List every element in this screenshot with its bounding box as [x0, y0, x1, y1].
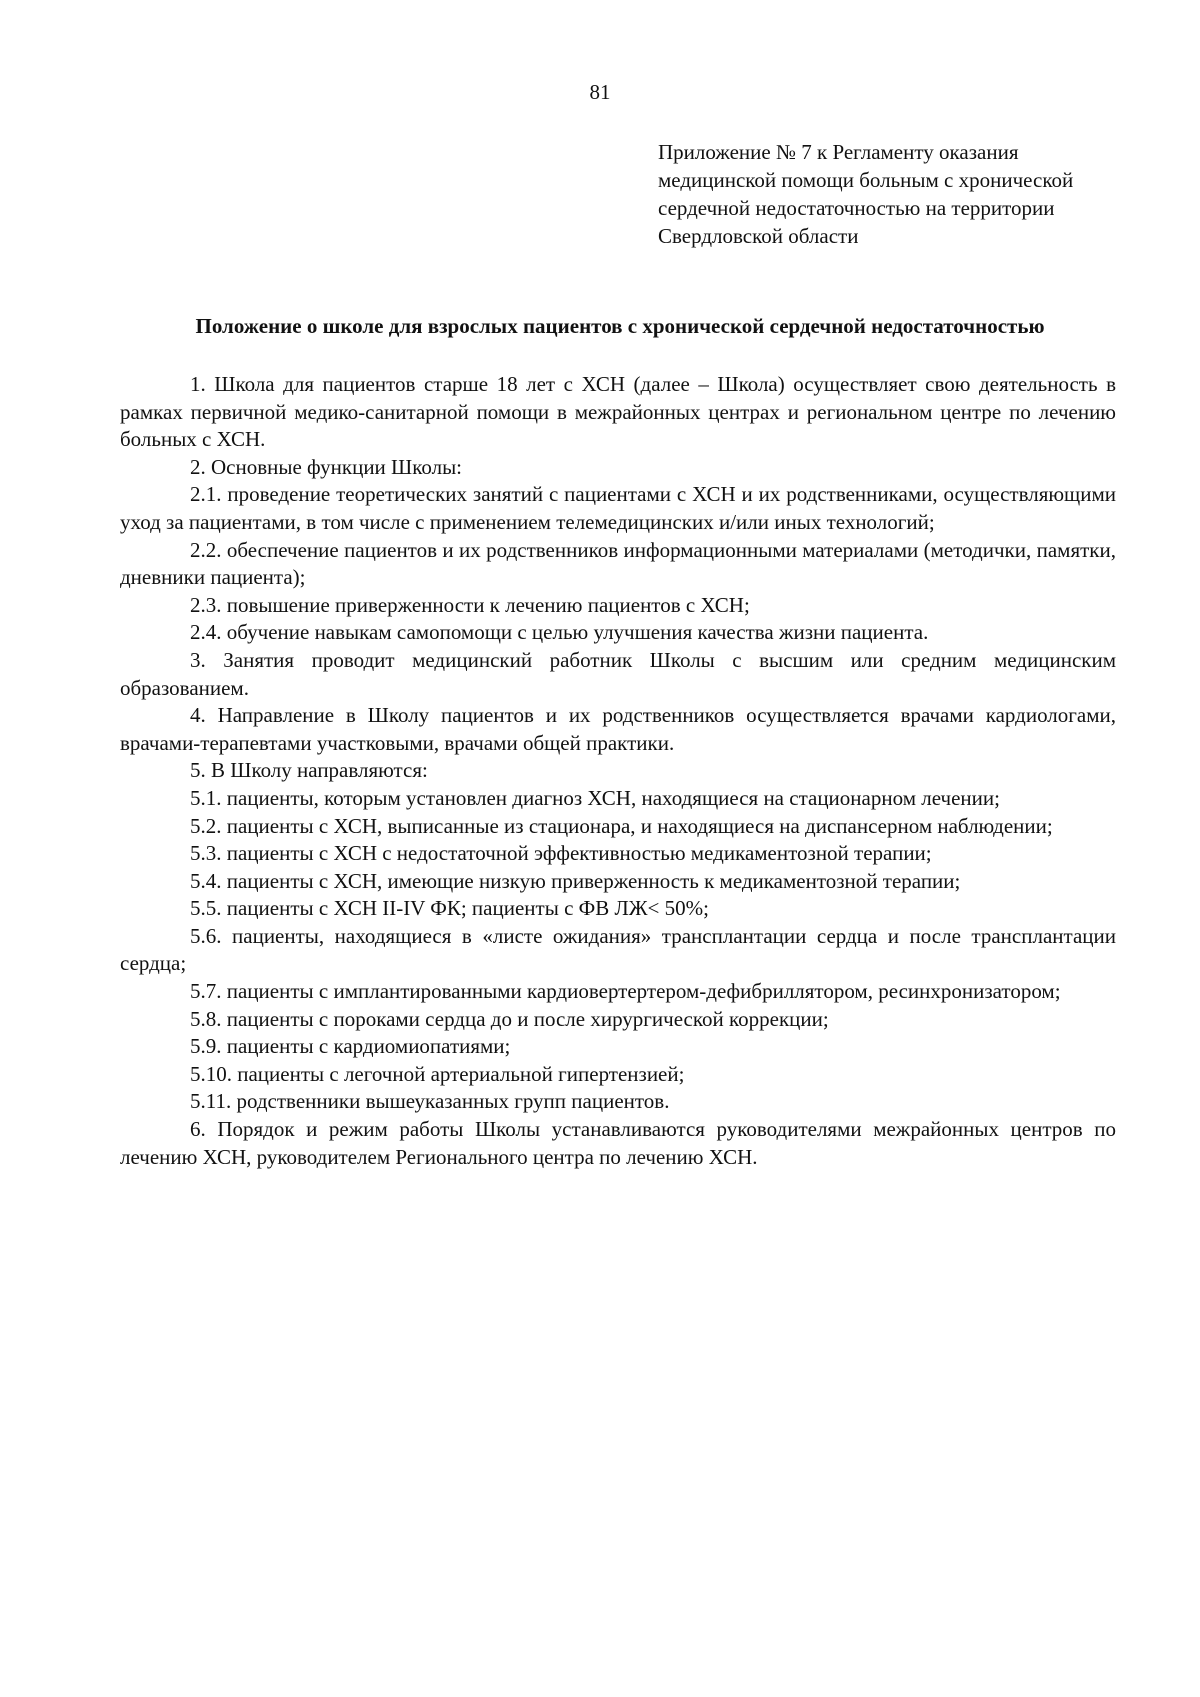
- paragraph-2-4: 2.4. обучение навыкам самопомощи с целью улучшения качества жизни пациента.: [190, 620, 929, 645]
- appendix-line: медицинской помощи больным с хронической: [658, 168, 1074, 192]
- paragraph-4: 4. Направление в Школу пациентов и их родственников осуществляется врачами кардиологами, врачами-терапевтами участковыми, врачами общей практики.: [120, 703, 1116, 755]
- paragraph-5-8: 5.8. пациенты с пороками сердца до и после хирургической коррекции;: [190, 1006, 829, 1031]
- paragraph-1: 1. Школа для пациентов старше 18 лет с ХСН (далее – Школа) осуществляет свою деятельность в рамках первичной медико-санитарной помощи в межрайонных центрах и региональном центре по лечению больных с ХСН.: [120, 372, 1116, 452]
- paragraph-5-3: 5.3. пациенты с ХСН с недостаточной эффективностью медикаментозной терапии;: [190, 841, 932, 866]
- appendix-line: Приложение № 7 к Регламенту оказания: [658, 140, 1019, 164]
- appendix-line: сердечной недостаточностью на территории: [658, 196, 1055, 220]
- paragraph-5-5: 5.5. пациенты с ХСН II-IV ФК; пациенты с ФВ ЛЖ< 50%;: [190, 896, 709, 921]
- paragraph-5-6: 5.6. пациенты, находящиеся в «листе ожидания» трансплантации сердца и после трансплантации сердца;: [120, 923, 1116, 976]
- paragraph-2-1: 2.1. проведение теоретических занятий с пациентами с ХСН и их родственниками, осуществляющими уход за пациентами, в том числе с применением телемедицинских и/или иных технологий;: [120, 482, 1116, 534]
- paragraph-3: 3. Занятия проводит медицинский работник Школы с высшим или средним медицинским образованием.: [120, 647, 1116, 700]
- paragraph-5-10: 5.10. пациенты с легочной артериальной гипертензией;: [190, 1061, 685, 1086]
- page-number: 81: [589, 80, 611, 104]
- paragraph-5-1: 5.1. пациенты, которым установлен диагноз ХСН, находящиеся на стационарном лечении;: [190, 785, 1000, 810]
- paragraph-2-2: 2.2. обеспечение пациентов и их родственников информационными материалами (методички, памятки, дневники пациента);: [120, 537, 1116, 590]
- paragraph-5-11: 5.11. родственники вышеуказанных групп пациентов.: [190, 1089, 670, 1114]
- appendix-line: Свердловской области: [658, 224, 859, 248]
- paragraph-5-4: 5.4. пациенты с ХСН, имеющие низкую приверженность к медикаментозной терапии;: [190, 868, 961, 893]
- document-body: [120, 371, 1116, 1171]
- paragraph-5-9: 5.9. пациенты с кардиомиопатиями;: [190, 1034, 511, 1059]
- paragraph-5: 5. В Школу направляются:: [190, 758, 428, 783]
- paragraph-5-2: 5.2. пациенты с ХСН, выписанные из стационара, и находящиеся на диспансерном наблюдении;: [190, 813, 1053, 838]
- paragraph-2-3: 2.3. повышение приверженности к лечению пациентов с ХСН;: [190, 592, 750, 617]
- document-title: Положение о школе для взрослых пациентов с хронической сердечной недостаточностью: [195, 314, 1045, 338]
- paragraph-6: 6. Порядок и режим работы Школы устанавливаются руководителями межрайонных центров по лечению ХСН, руководителем Регионального центра по лечению ХСН.: [120, 1117, 1116, 1169]
- appendix-header: [658, 138, 1138, 250]
- paragraph-5-7: 5.7. пациенты с имплантированными кардиовертертером-дефибриллятором, ресинхронизатором;: [190, 979, 1061, 1004]
- paragraph-2: 2. Основные функции Школы:: [190, 454, 463, 479]
